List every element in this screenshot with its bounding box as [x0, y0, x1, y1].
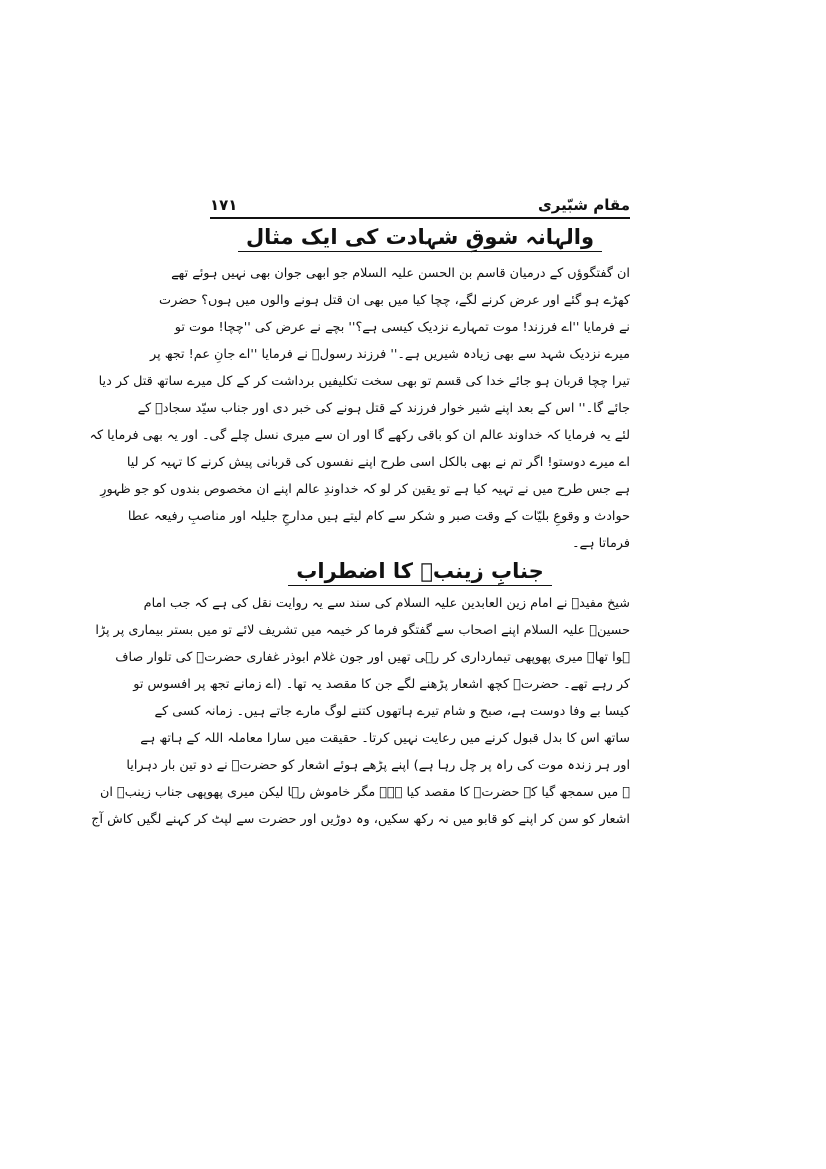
text-line: کھڑے ہو گئے اور عرض کرنے لگے، چچا کیا میں بھی ان قتل ہونے والوں میں ہوں؟ حضرت [159, 293, 630, 308]
text-line: میرے نزدیک شہد سے بھی زیادہ شیریں ہے۔'' فرزند رسولؐ نے فرمایا ''اے جانِ عم! تجھ پر [150, 347, 630, 362]
book-page [89, 192, 630, 833]
text-line: کیسا بے وفا دوست ہے، صبح و شام تیرے ہاتھوں کتنے لوگ مارے جاتے ہیں۔ زمانہ کسی کے [154, 704, 630, 719]
section-heading-1: والہانہ شوقِ شہادت کی ایک مثال [210, 225, 630, 252]
section-heading-2: جنابِ زینبؑ کا اضطراب [210, 559, 630, 586]
text-line: ۔ میں سمجھ گیا کہ حضرتؑ کا مقصد کیا ہے۔ مگر خاموش رہا لیکن میری پھوپھی جناب زینبؑ ان [100, 785, 630, 800]
text-line: اے میرے دوستو! اگر تم نے بھی بالکل اسی طرح اپنے نفسوں کی قربانی پیش کرنے کا تہیہ کر لیا [126, 455, 630, 470]
text-line: نے فرمایا ''اے فرزند! موت تمہارے نزدیک کیسی ہے؟'' بچے نے عرض کی ''چچا! موت تو [174, 320, 630, 335]
section-2-body [91, 590, 630, 833]
text-line: فرماتا ہے۔ [572, 536, 630, 551]
text-line: ساتھ اس کا بدل قبول کرنے میں رعایت نہیں کرتا۔ حقیقت میں سارا معاملہ اللہ کے ہاتھ ہے [140, 731, 630, 746]
text-line: تیرا چچا قربان ہو جائے خدا کی قسم تو بھی سخت تکلیفیں برداشت کر کے کل میرے ساتھ قتل کر دیا [98, 374, 630, 389]
section-1-body [89, 260, 630, 557]
text-line: جائے گا۔'' اس کے بعد اپنے شیر خوار فرزند کے قتل ہونے کی خبر دی اور جناب سیّد سجادؑ کے [137, 401, 630, 416]
text-line: اشعار کو سن کر اپنے کو قابو میں نہ رکھ سکیں، وہ دوڑیں اور حضرت سے لپٹ کر کہنے لگیں کاش آج [91, 812, 630, 827]
header-rule [210, 217, 630, 219]
text-line: حسینؑ علیہ السلام اپنے اصحاب سے گفتگو فرما کر خیمہ میں تشریف لائے تو میں بستر بیماری پر پڑا [95, 623, 630, 638]
book-title: مقام شبّیری [537, 196, 630, 214]
text-line: حوادث و وقوعِ بلیّات کے وقت صبر و شکر سے کام لیتے ہیں مدارجِ جلیلہ اور مناصبِ رفیعہ عطا [127, 509, 630, 524]
text-line: اور ہر زندہ موت کی راہ پر چل رہا ہے) اپنے پڑھے ہوئے اشعار کو حضرتؑ نے دو تین بار دہرایا [126, 758, 630, 773]
text-line: ان گفتگوؤں کے درمیان قاسم بن الحسن علیہ السلام جو ابھی جوان بھی نہیں ہوئے تھے [171, 266, 630, 281]
running-header [210, 192, 630, 214]
text-line: ہے جس طرح میں نے تہیہ کیا ہے تو یقین کر لو کہ خداوندِ عالم اپنے ان مخصوص بندوں کو جو ظہورِ [100, 482, 630, 497]
text-line: لئے یہ فرمایا کہ خداوند عالم ان کو باقی رکھے گا اور ان سے میری نسل چلے گی۔ اور یہ بھی فرمایا کہ [89, 428, 630, 443]
page-number: ۱۷۱ [210, 196, 238, 214]
text-line: ہوا تھا۔ میری پھوپھی تیمارداری کر رہی تھیں اور جون غلام ابوذر غفاری حضرتؑ کی تلوار صاف [115, 650, 630, 665]
text-line: کر رہے تھے۔ حضرتؑ کچھ اشعار پڑھنے لگے جن کا مقصد یہ تھا۔ (اے زمانے تجھ پر افسوس تو [133, 677, 630, 692]
text-line: شیخ مفیدؒ نے امام زین العابدین علیہ السلام کی سند سے یہ روایت نقل کی ہے کہ جب امام [143, 596, 630, 611]
